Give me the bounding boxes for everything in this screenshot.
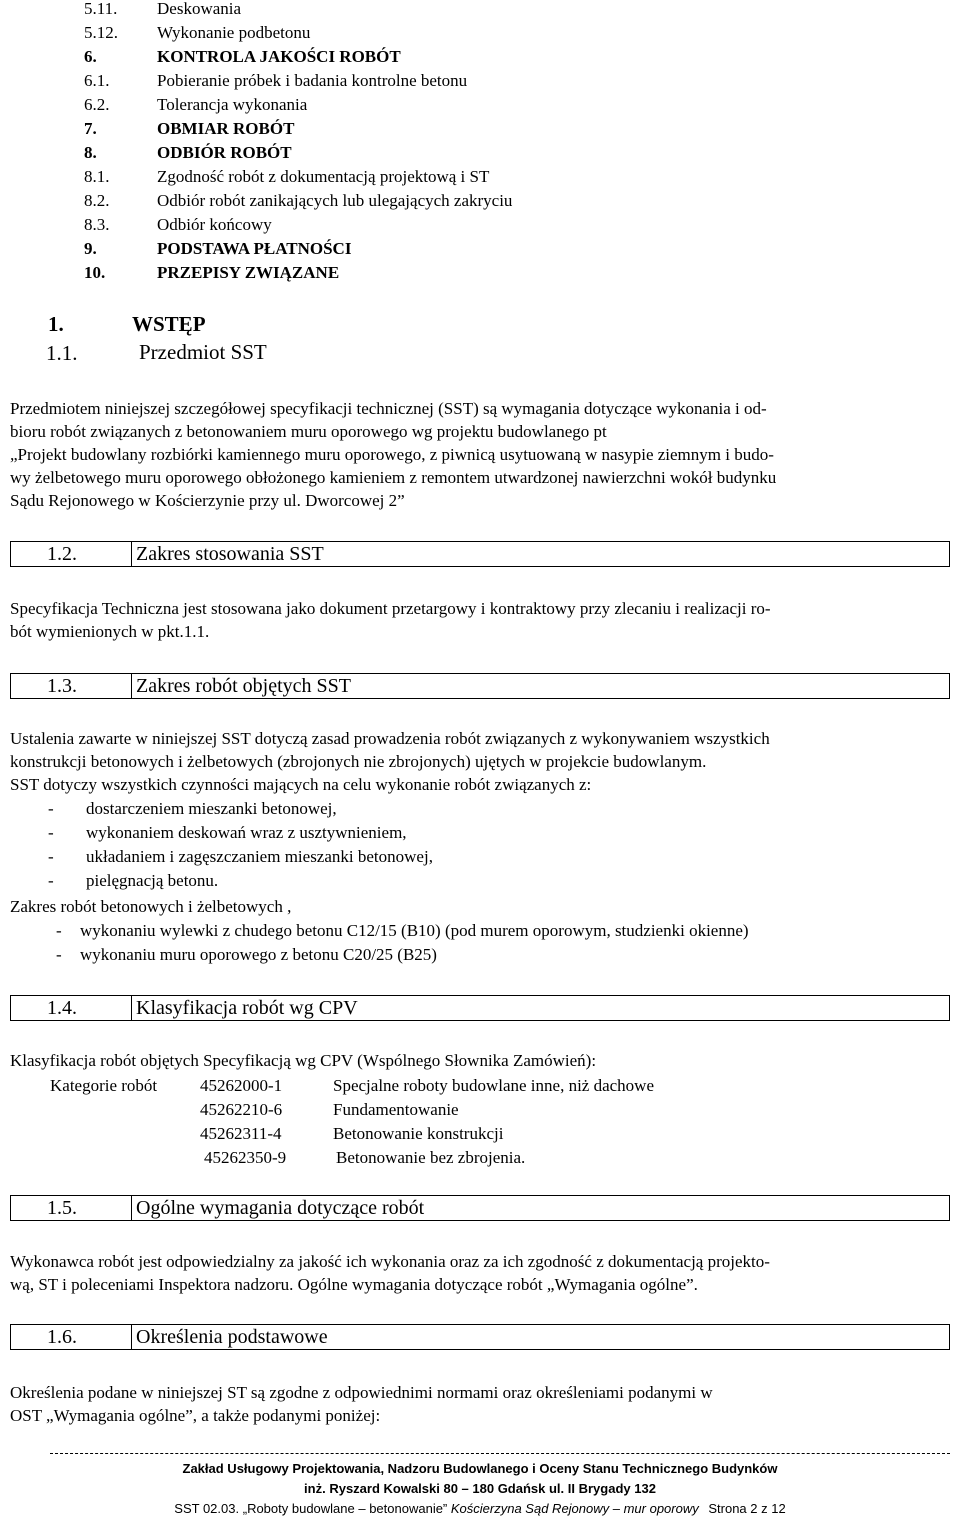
toc-entry: OBMIAR ROBÓT — [157, 119, 295, 138]
subsection-title: Zakres robót objętych SST — [131, 674, 351, 698]
toc-number: 8.2. — [84, 191, 110, 210]
paragraph-line: Określenia podane w niniejszej ST są zgodne z odpowiednimi normami oraz określeniami podanymi w — [10, 1383, 713, 1402]
paragraph-line: Ustalenia zawarte w niniejszej SST dotyczą zasad prowadzenia robót związanych z wykonywaniem wszystkich — [10, 729, 770, 748]
toc-entry: Pobieranie próbek i badania kontrolne betonu — [157, 71, 468, 90]
footer-doc-title: „Roboty budowlane – betonowanie” — [242, 1501, 448, 1516]
bullet-dash: - — [48, 847, 54, 866]
toc-entry: ODBIÓR ROBÓT — [157, 143, 292, 162]
cpv-description: Specjalne roboty budowlane inne, niż dachowe — [333, 1076, 655, 1095]
subsection-title: Klasyfikacja robót wg CPV — [131, 996, 358, 1020]
toc-number: 6.1. — [84, 71, 110, 90]
toc-entry: Odbiór końcowy — [157, 215, 272, 234]
section-heading-1 — [48, 312, 64, 337]
toc-entry: PRZEPISY ZWIĄZANE — [157, 263, 340, 282]
cpv-code: 45262210-6 — [200, 1100, 283, 1119]
paragraph-line: bót wymienionych w pkt.1.1. — [10, 622, 210, 641]
subsection-title: Zakres stosowania SST — [131, 542, 324, 566]
subsection-heading-1-2 — [10, 541, 950, 567]
cpv-code: 45262000-1 — [200, 1076, 283, 1095]
subsection-number: 1.5. — [47, 1197, 77, 1219]
cpv-description: Betonowanie bez zbrojenia. — [336, 1148, 526, 1167]
toc-entry: Odbiór robót zanikających lub ulegających zakryciu — [157, 191, 513, 210]
bullet-item: dostarczeniem mieszanki betonowej, — [86, 799, 337, 818]
subsection-title: Określenia podstawowe — [131, 1325, 328, 1349]
footer-person: inż. Ryszard Kowalski 80 – 180 Gdańsk ul. II Brygady 132 — [304, 1481, 656, 1496]
subsection-number: 1.4. — [47, 997, 77, 1019]
toc-number: 9. — [84, 239, 97, 258]
toc-number: 6.2. — [84, 95, 110, 114]
footer-doc-location: Kościerzyna Sąd Rejonowy – mur oporowy — [450, 1501, 699, 1516]
footer-company: Zakład Usługowy Projektowania, Nadzoru Budowlanego i Oceny Stanu Technicznego Budynków — [182, 1461, 778, 1476]
zakres-item: wykonaniu wylewki z chudego betonu C12/15 (B10) (pod murem oporowym, studzienki okienne) — [80, 921, 749, 940]
paragraph-line: Przedmiotem niniejszej szczegółowej specyfikacji technicznej (SST) są wymagania dotyczące wykonania i od- — [10, 399, 767, 418]
subsection-title: Przedmiot SST — [139, 340, 267, 364]
subsection-heading-1-1 — [10, 340, 950, 366]
subsection-heading-1-5 — [10, 1195, 950, 1221]
cpv-description: Fundamentowanie — [333, 1100, 459, 1119]
cpv-category-label: Kategorie robót — [50, 1076, 158, 1095]
paragraph-line: Wykonawca robót jest odpowiedzialny za jakość ich wykonania oraz za ich zgodność z dokumentacją projekto- — [10, 1252, 770, 1271]
cpv-code: 45262311-4 — [200, 1124, 282, 1143]
cpv-intro: Klasyfikacja robót objętych Specyfikacją wg CPV (Wspólnego Słownika Zamówień): — [10, 1051, 597, 1070]
section-number: 1. — [48, 312, 64, 336]
paragraph-line: wą, ST i poleceniami Inspektora nadzoru. Ogólne wymagania dotyczące robót „Wymagania ogólne”. — [10, 1275, 698, 1294]
subsection-number: 1.3. — [47, 675, 77, 697]
section-title-1: WSTĘP — [132, 312, 206, 336]
paragraph-line: Sądu Rejonowego w Kościerzynie przy ul. Dworcowej 2” — [10, 491, 405, 510]
bullet-item: wykonaniem deskowań wraz z usztywnieniem, — [86, 823, 407, 842]
toc-number: 8.3. — [84, 215, 110, 234]
footer-page: Strona 2 z 12 — [708, 1501, 786, 1516]
subsection-heading-1-3 — [10, 673, 950, 699]
toc-entry: PODSTAWA PŁATNOŚCI — [157, 239, 352, 258]
toc-number: 8.1. — [84, 167, 110, 186]
subsection-number: 1.6. — [47, 1326, 77, 1348]
footer-doc-line — [0, 1500, 960, 1517]
cpv-code: 45262350-9 — [204, 1148, 287, 1167]
toc-number: 5.11. — [84, 0, 118, 18]
toc-number: 5.12. — [84, 23, 118, 42]
zakres-intro: Zakres robót betonowych i żelbetowych , — [10, 897, 292, 916]
bullet-dash: - — [48, 871, 54, 890]
subsection-heading-1-4 — [10, 995, 950, 1021]
bullet-item: pielęgnacją betonu. — [86, 871, 219, 890]
subsection-heading-1-6 — [10, 1324, 950, 1350]
toc-number: 8. — [84, 143, 97, 162]
bullet-dash: - — [56, 945, 62, 964]
bullet-dash: - — [56, 921, 62, 940]
paragraph-line: wy żelbetowego muru oporowego obłożonego kamieniem z remontem utwardzonej nawierzchni wokół budynku — [10, 468, 777, 487]
bullet-dash: - — [48, 799, 54, 818]
paragraph-line: bioru robót związanych z betonowaniem muru oporowego wg projektu budowlanego pt — [10, 422, 607, 441]
paragraph-line: konstrukcji betonowych i żelbetowych (zbrojonych nie zbrojonych) ujętych w projekcie budowlanym. — [10, 752, 707, 771]
zakres-item: wykonaniu muru oporowego z betonu C20/25 (B25) — [80, 945, 437, 964]
toc-number: 6. — [84, 47, 97, 66]
paragraph-line: Specyfikacja Techniczna jest stosowana jako dokument przetargowy i kontraktowy przy zlecaniu i realizacji ro- — [10, 599, 771, 618]
toc-entry: Tolerancja wykonania — [157, 95, 308, 114]
subsection-title: Ogólne wymagania dotyczące robót — [131, 1196, 424, 1220]
toc-entry: Zgodność robót z dokumentacją projektową i ST — [157, 167, 490, 186]
paragraph-line: „Projekt budowlany rozbiórki kamiennego muru oporowego, z piwnicą usytuowaną w nasypie ziemnym i budo- — [10, 445, 774, 464]
bullet-dash: - — [48, 823, 54, 842]
toc-entry: Wykonanie podbetonu — [157, 23, 311, 42]
toc-number: 7. — [84, 119, 97, 138]
toc-entry: Deskowania — [157, 0, 242, 18]
subsection-number: 1.2. — [47, 543, 77, 565]
cpv-description: Betonowanie konstrukcji — [333, 1124, 504, 1143]
footer-divider — [50, 1453, 950, 1454]
footer-doc-code: SST 02.03. — [174, 1501, 240, 1516]
paragraph-line: OST „Wymagania ogólne”, a także podanymi poniżej: — [10, 1406, 381, 1425]
subsection-number: 1.1. — [46, 341, 78, 365]
bullet-item: układaniem i zagęszczaniem mieszanki betonowej, — [86, 847, 433, 866]
toc-entry: KONTROLA JAKOŚCI ROBÓT — [157, 47, 401, 66]
toc-number: 10. — [84, 263, 106, 282]
paragraph-line: SST dotyczy wszystkich czynności mających na celu wykonanie robót związanych z: — [10, 775, 592, 794]
